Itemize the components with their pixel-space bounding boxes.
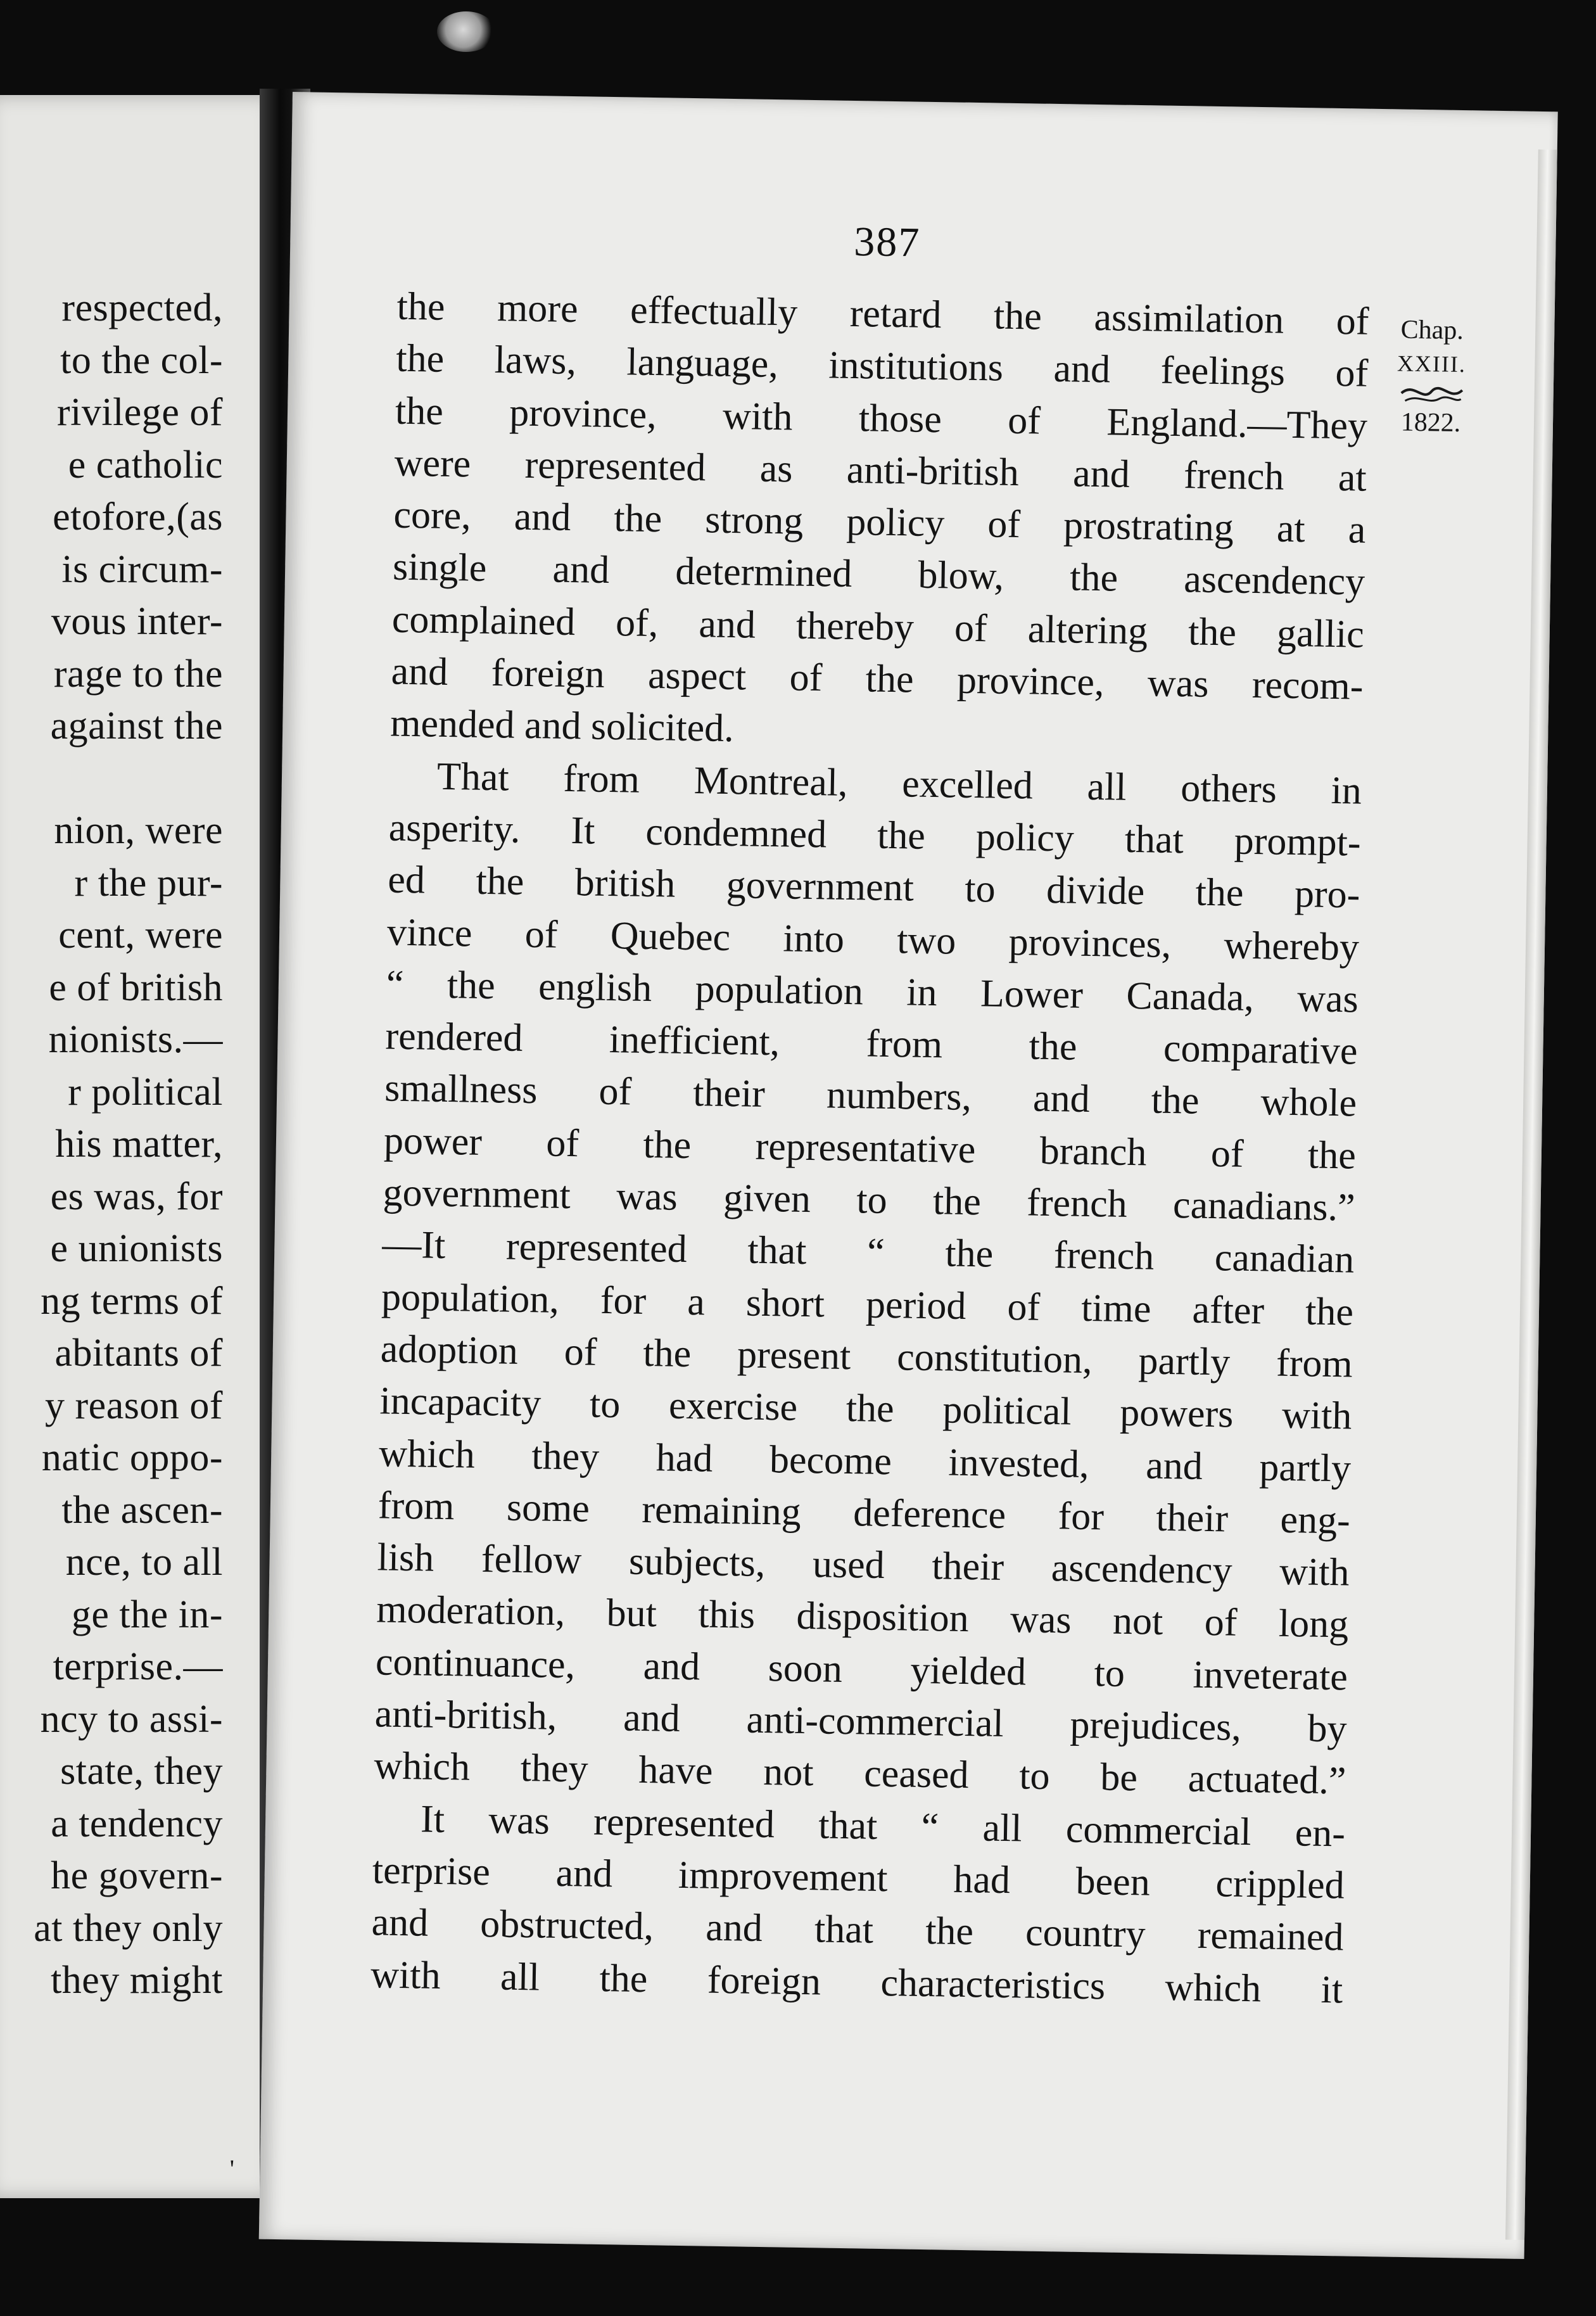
text-line: complained of, and thereby of altering the gallic (391, 597, 1365, 656)
left-line: etofore,(as (53, 495, 223, 538)
text-line: core, and the strong policy of prostrating at a (393, 493, 1366, 552)
left-line: his matter, (55, 1123, 223, 1166)
left-line: r the pur- (74, 861, 223, 905)
text-line: mended and solicited. (390, 701, 735, 751)
text-line: —It represented that “ the french canadian (381, 1223, 1355, 1282)
left-page-mark: ' (229, 2154, 234, 2183)
right-page (259, 92, 1558, 2259)
left-line: e of british (49, 965, 223, 1009)
left-line: vous inter- (51, 600, 223, 643)
left-line: nce, to all (65, 1541, 223, 1584)
left-line: nion, were (54, 809, 223, 852)
left-line: e catholic (68, 443, 223, 487)
left-line: respected, (61, 286, 223, 329)
left-line: at they only (34, 1906, 223, 1950)
text-line: with all the foreign characteristics which it (370, 1952, 1343, 2011)
text-line: single and determined blow, the ascendency (392, 545, 1365, 604)
margin-note-chapter: Chap. (1400, 315, 1464, 346)
text-line: rendered inefficient, from the comparative (385, 1014, 1358, 1073)
left-line: ncy to assi- (40, 1697, 223, 1741)
text-line: moderation, but this disposition was not of long (376, 1587, 1349, 1646)
left-line: es was, for (50, 1174, 223, 1218)
left-line: the ascen- (61, 1488, 223, 1532)
text-line: “ the english population in Lower Canada, was (386, 962, 1359, 1021)
text-line: smallness of their numbers, and the whole (384, 1066, 1357, 1126)
left-page (0, 95, 285, 2198)
text-line: which they have not ceased to be actuated.” (373, 1744, 1346, 1803)
left-line: y reason of (45, 1384, 223, 1427)
left-line: they might (51, 1959, 223, 2002)
text-line: the province, with those of England.—They (395, 389, 1368, 448)
left-line: abitants of (54, 1332, 223, 1375)
page-edge (1505, 150, 1557, 2240)
swash-ornament-icon (1390, 379, 1472, 405)
text-line: anti-british, and anti-commercial prejudices, by (374, 1692, 1348, 1751)
left-line: against the (50, 704, 223, 748)
page-number: 387 (853, 218, 921, 266)
text-line: the laws, language, institutions and feelings of (395, 336, 1369, 396)
left-line: nionists.— (48, 1018, 223, 1061)
left-line: natic oppo- (41, 1436, 223, 1479)
left-line: rivilege of (56, 391, 223, 434)
left-line: a tendency (51, 1802, 223, 1845)
left-line: r political (68, 1070, 223, 1114)
page-body-text (370, 281, 1369, 2016)
text-line: incapacity to exercise the political powers with (379, 1379, 1352, 1438)
left-line: is circum- (61, 547, 223, 591)
text-line: ed the british government to divide the pro- (387, 858, 1360, 917)
text-line: lish fellow subjects, used their ascendency with (377, 1536, 1350, 1594)
text-line: which they had become invested, and partly (378, 1431, 1352, 1491)
text-line: and foreign aspect of the province, was recom- (391, 649, 1364, 708)
left-line: he govern- (51, 1854, 223, 1897)
text-line: were represented as anti-british and french at (394, 441, 1367, 500)
text-line: adoption of the present constitution, partly from (380, 1327, 1353, 1386)
text-line: It was represented that “ all commercial en- (420, 1797, 1346, 1855)
left-line: ng terms of (41, 1279, 223, 1323)
text-line: from some remaining deference for their eng- (377, 1484, 1351, 1543)
margin-note-year: 1822. (1400, 407, 1461, 438)
left-page-text (0, 282, 223, 2007)
text-line: terprise and improvement had been crippled (372, 1848, 1345, 1907)
text-line: asperity. It condemned the policy that prompt- (388, 806, 1362, 865)
text-line: population, for a short period of time after the (381, 1275, 1354, 1334)
text-line: That from Montreal, excelled all others in (436, 754, 1362, 813)
margin-note-roman: XXIII. (1396, 350, 1467, 378)
left-line: e unionists (50, 1227, 223, 1270)
text-line: government was given to the french canadians.” (383, 1171, 1356, 1230)
left-line: rage to the (53, 652, 223, 696)
text-line: vince of Quebec into two provinces, whereby (386, 910, 1360, 969)
margin-note (1390, 312, 1474, 441)
left-line (0, 753, 223, 805)
text-line: the more effectually retard the assimilation of (396, 284, 1370, 343)
left-line: ge the in- (71, 1593, 223, 1636)
text-line: power of the representative branch of the (383, 1119, 1357, 1178)
text-line: continuance, and soon yielded to inveterate (375, 1640, 1348, 1699)
left-line: to the col- (60, 338, 223, 382)
text-line: and obstructed, and that the country remained (371, 1900, 1344, 1959)
left-line: state, they (60, 1750, 223, 1793)
left-line: terprise.— (53, 1645, 223, 1688)
left-line: cent, were (58, 913, 223, 957)
dust-speck (437, 11, 495, 52)
